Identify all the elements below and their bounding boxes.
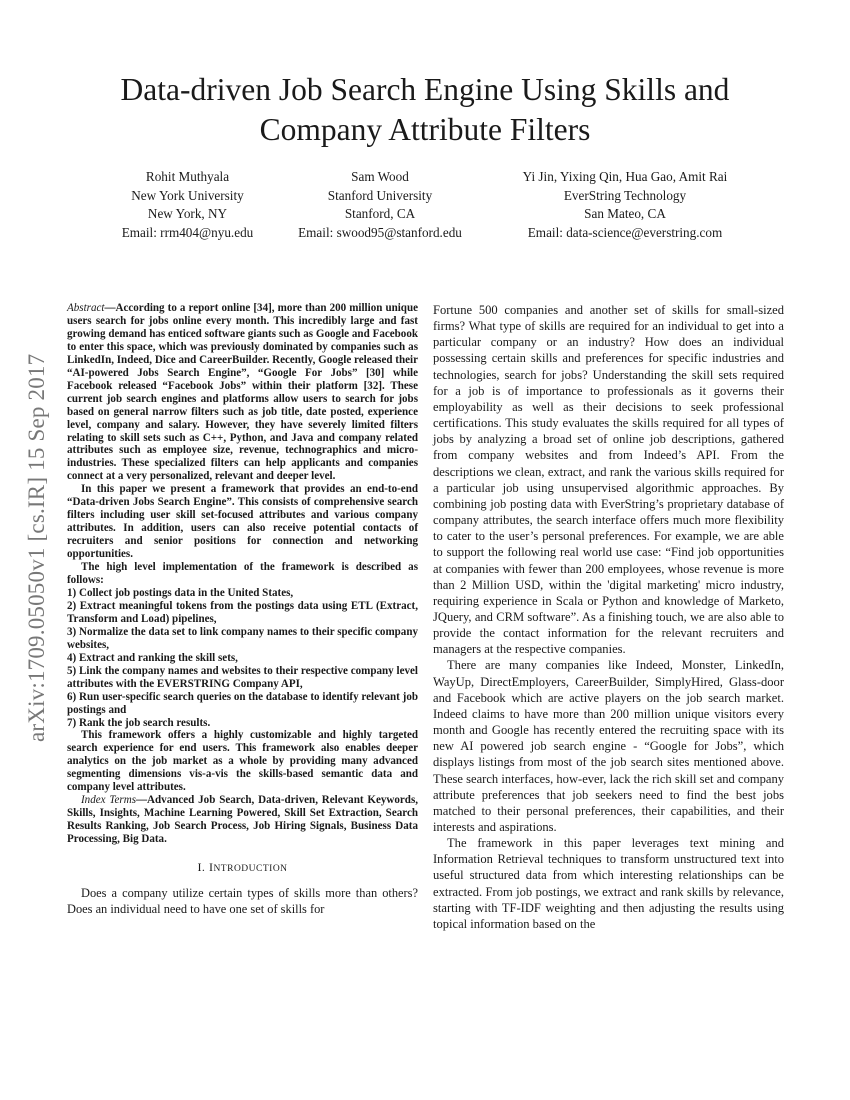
author-name: Rohit Muthyala <box>145 169 230 184</box>
abstract <box>67 302 418 846</box>
section-title-rest: NTRODUCTION <box>213 864 288 875</box>
author-name: Sam Wood <box>351 169 409 184</box>
section-body <box>67 885 418 917</box>
section-heading <box>67 860 418 875</box>
list-item: 3) Normalize the data set to link company names to their specific company websites, <box>67 625 418 651</box>
list-item: 5) Link the company names and websites to their respective company level attributes with the EVERSTRING Company API, <box>67 664 418 690</box>
list-item: 2) Extract meaningful tokens from the postings data using ETL (Extract, Transform and Load) pipelines, <box>67 599 418 625</box>
arxiv-identifier: arXiv:1709.05050v1 [cs.IR] 15 Sep 2017 <box>24 353 49 742</box>
body-paragraph: There are many companies like Indeed, Monster, LinkedIn, WayUp, DirectEmployers, CareerBuilder, SimplyHired, Glass-door and Facebook which are active players on the job search market. Indeed claims to have more than 200 million unique visitors every month and Google has recently entered the recruiting space with its new AI powered job search engine - “Google for Jobs”, which displays listings from most of the job search sites mentioned above. These search interfaces, how-ever, lack the rich skill set and company attribute preferences that job seekers need to find the best jobs matched to their personal preferences, their capabilities, and their interests and aspirations. <box>433 658 784 834</box>
body-paragraph: Does a company utilize certain types of skills more than others? Does an individual need to have one set of skills for <box>67 886 418 917</box>
list-item: 4) Extract and ranking the skill sets, <box>67 651 238 664</box>
author-block-2 <box>280 168 480 242</box>
abstract-label: Abstract <box>67 302 105 314</box>
body-paragraph: The framework in this paper leverages text mining and Information Retrieval techniques to transform unstructured text into useful structured data from which interesting relationships can be extracted. From job postings, we extract and rank skills by relevance, starting with TF-IDF weighting and then adjusting the results using topical information based on the <box>433 836 784 931</box>
author-name: Yi Jin, Yixing Qin, Hua Gao, Amit Rai <box>522 169 728 184</box>
list-item: 7) Rank the job search results. <box>67 716 211 729</box>
right-column <box>433 302 784 932</box>
author-affiliation: Stanford University <box>327 187 433 203</box>
author-block-1 <box>100 168 275 242</box>
author-email: Email: data-science@everstring.com <box>527 224 723 240</box>
abstract-paragraph: In this paper we present a framework that provides an end-to-end “Data-driven Jobs Search Engine”. This consists of comprehensive search filters including user skill set-focused attributes and various company attributes. In addition, users can also receive potential contacts of recruiters and senior positions for connection and networking opportunities. <box>67 483 418 561</box>
author-block-3 <box>495 168 755 242</box>
author-affiliation: New York University <box>131 187 244 203</box>
list-item: 1) Collect job postings data in the United States, <box>67 586 294 599</box>
author-affiliation: EverString Technology <box>563 187 687 203</box>
author-location: San Mateo, CA <box>584 206 666 221</box>
author-email: Email: swood95@stanford.edu <box>298 224 462 240</box>
paper-title: Data-driven Job Search Engine Using Skills and Company Attribute Filters <box>120 72 730 147</box>
list-item: 6) Run user-specific search queries on the database to identify relevant job postings and <box>67 690 418 716</box>
body-paragraph: Fortune 500 companies and another set of skills for small-sized firms? What type of skills are required for an individual to get into a particular company or an industry? How does an individual possessing certain skills and preferences for specific industries and technologies, search for jobs? Understanding the skill sets required for a job is of importance to professionals as it governs their employability as well as their decisions to seek professional certifications. This study evaluates the skills required for all types of jobs by analyzing a broad set of online job descriptions, gathered from company websites and from Indeed’s API. From the descriptions we clean, extract, and rank the various skills required for a particular job using unsupervised algorithmic approaches. By combining job posting data with EverString’s proprietary database of company attributes, the search interface offers much more flexibility to cater to the user’s personal preferences. For example, we are able to support the following real world use case: “Find job opportunities at companies with fewer than 200 employees, whose revenue is more than 2 Million USD, within the 'digital marketing' micro industry, requiring experience in Scala or Python and knowledge of Marketo, JQuery, and CRM software”. As a finishing touch, we are also able to provide the contact information for the relevant recruiters and managers at the respective companies. <box>433 303 784 657</box>
index-terms-label: Index Terms <box>81 794 136 807</box>
abstract-paragraph: The high level implementation of the framework is described as follows: <box>67 561 418 587</box>
left-column <box>67 302 418 917</box>
abstract-paragraph: This framework offers a highly customizable and highly targeted search experience for end users. This framework also enables deeper analytics on the job market as a whole by providing many advanced segmenting dimensions vis-a-vis the skills-based semantic data and company level attributes. <box>67 729 418 794</box>
index-terms <box>67 794 418 846</box>
author-location: Stanford, CA <box>344 206 416 221</box>
section-number: I. <box>197 860 206 875</box>
abstract-text: —According to a report online [34], more than 200 million unique users search for jobs online every month. This incredibly large and fast growing demand has enticed software giants such as Google and Facebook to enter this space, which was previously dominated by companies such as LinkedIn, Indeed, Dice and CareerBuilder. Recently, Google released their “AI-powered Jobs Search Engine”, “Google For Jobs” [30] while Facebook released “Facebook Jobs” within their platform [32]. These current job search engines and platforms allow users to search for jobs based on general narrow filters such as job title, date posted, experience level, company and salary. However, they have severely limited filters relating to skill sets such as C++, Python, and Java and company related attributes such as employee size, revenue, technographics and micro-industries. These specialized filters can help applicants and companies connect at a very personalized, relevant and deeper level. <box>67 302 418 483</box>
author-location: New York, NY <box>147 206 228 221</box>
author-email: Email: rrm404@nyu.edu <box>121 224 254 240</box>
section-first-letter: I <box>208 860 214 875</box>
index-terms-text: —Advanced Job Search, Data-driven, Relevant Keywords, Skills, Insights, Machine Learning Powered, Skill Set Extraction, Search Results Ranking, Job Search Process, Job Hiring Signals, Business Data Processing, Big Data. <box>67 794 419 846</box>
